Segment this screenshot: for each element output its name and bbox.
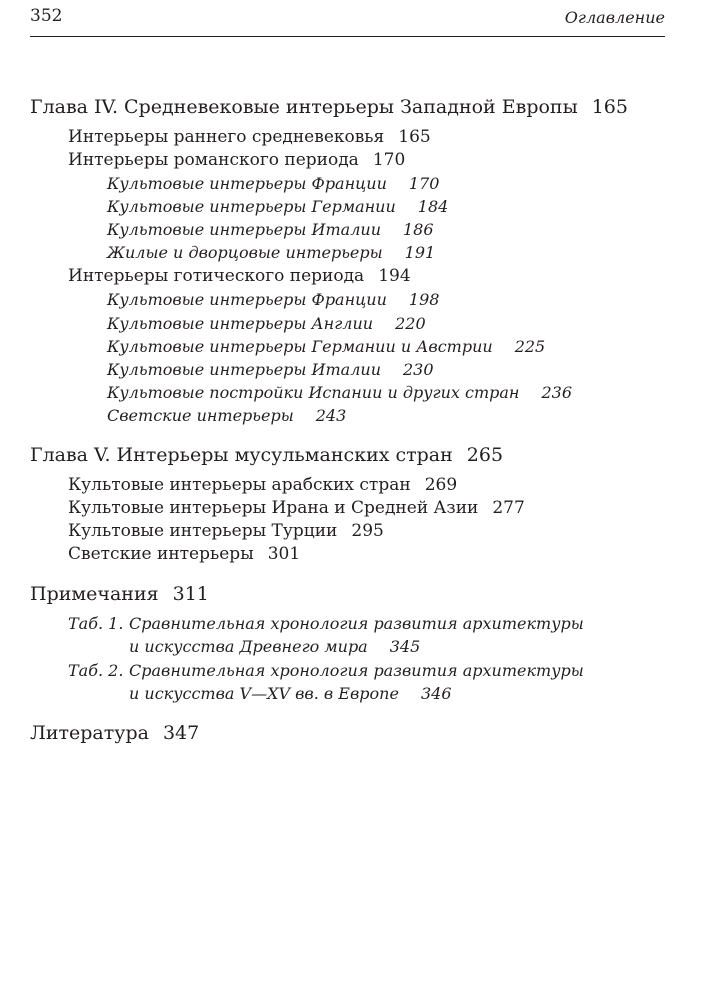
- toc-entry-page: 170: [372, 150, 406, 170]
- toc-subsection-goth-france[interactable]: [107, 292, 439, 308]
- running-head: Оглавление: [564, 8, 665, 27]
- toc-entry-title: Культовые интерьеры Ирана и Средней Азии: [68, 498, 479, 518]
- toc-chapter-4[interactable]: [30, 98, 628, 117]
- toc-table-label: Таб. 1.: [68, 614, 124, 633]
- toc-entry-title: Жилые и дворцовые интерьеры: [107, 243, 383, 262]
- toc-section-gothic[interactable]: [68, 268, 411, 285]
- toc-entry-page: 230: [403, 360, 434, 379]
- toc-entry-title: Примечания: [30, 583, 159, 605]
- toc-entry-page: 191: [404, 243, 436, 262]
- toc-entry-title: Культовые интерьеры Германии: [107, 197, 396, 216]
- toc-entry-page: 165: [398, 127, 431, 147]
- toc-entry-title: и искусства V—XV вв. в Европе: [129, 684, 399, 703]
- toc-subsection-rom-france[interactable]: [107, 176, 439, 192]
- toc-entry-title: Культовые постройки Испании и других стран: [107, 383, 520, 402]
- page-number: 352: [30, 6, 63, 26]
- header-rule: [30, 36, 665, 37]
- toc-entry-page: 243: [315, 406, 347, 425]
- toc-table-1-cont[interactable]: [129, 639, 420, 655]
- toc-entry-page: 301: [267, 544, 301, 564]
- toc-subsection-goth-secular[interactable]: [107, 408, 346, 424]
- toc-entry-title: Культовые интерьеры арабских стран: [68, 475, 411, 495]
- toc-entry-title: Сравнительная хронология развития архитектуры: [129, 614, 584, 633]
- toc-entry-title: Глава V. Интерьеры мусульманских стран: [30, 444, 453, 466]
- toc-entry-page: 277: [492, 498, 525, 518]
- toc-entry-title: Культовые интерьеры Англии: [107, 314, 374, 333]
- toc-entry-title: Интерьеры раннего средневековья: [68, 127, 385, 147]
- toc-literature[interactable]: [30, 724, 199, 743]
- toc-section-romanesque[interactable]: [68, 152, 405, 169]
- toc-entry-title: Литература: [30, 722, 149, 744]
- toc-entry-title: Светские интерьеры: [68, 544, 254, 564]
- toc-table-label: Таб. 2.: [68, 661, 124, 680]
- toc-table-2-cont[interactable]: [129, 686, 452, 702]
- toc-entry-title: Глава IV. Средневековые интерьеры Западной Европы: [30, 96, 578, 118]
- toc-subsection-rom-germany[interactable]: [107, 199, 448, 215]
- toc-entry-page: 265: [466, 444, 504, 466]
- toc-entry-page: 311: [172, 583, 209, 605]
- toc-entry-title: Культовые интерьеры Италии: [107, 220, 381, 239]
- toc-entry-page: 345: [389, 637, 421, 656]
- toc-subsection-rom-italy[interactable]: [107, 222, 434, 238]
- toc-entry-title: Культовые интерьеры Германии и Австрии: [107, 337, 493, 356]
- toc-entry-page: 347: [162, 722, 200, 744]
- toc-entry-page: 198: [408, 290, 440, 309]
- toc-section-secular[interactable]: [68, 546, 300, 563]
- toc-entry-page: 170: [408, 174, 440, 193]
- toc-chapter-5[interactable]: [30, 446, 503, 465]
- toc-subsection-goth-germany[interactable]: [107, 339, 545, 355]
- toc-entry-page: 186: [403, 220, 434, 239]
- toc-entry-page: 225: [514, 337, 546, 356]
- toc-section-turkey[interactable]: [68, 523, 384, 540]
- toc-entry-title: Культовые интерьеры Франции: [107, 290, 387, 309]
- toc-section-early-middle-ages[interactable]: [68, 129, 431, 146]
- toc-entry-title: Интерьеры готического периода: [68, 266, 365, 286]
- toc-entry-title: Культовые интерьеры Франции: [107, 174, 387, 193]
- toc-entry-page: 220: [395, 314, 426, 333]
- toc-entry-page: 165: [591, 96, 628, 118]
- toc-entry-page: 184: [417, 197, 449, 216]
- toc-table-1[interactable]: [68, 616, 584, 632]
- toc-subsection-rom-residential[interactable]: [107, 245, 435, 261]
- toc-subsection-goth-italy[interactable]: [107, 362, 434, 378]
- toc-entry-title: Культовые интерьеры Италии: [107, 360, 381, 379]
- toc-entry-title: Культовые интерьеры Турции: [68, 521, 338, 541]
- toc-table-2[interactable]: [68, 663, 584, 679]
- toc-entry-page: 346: [420, 684, 452, 703]
- toc-section-iran[interactable]: [68, 500, 525, 517]
- toc-subsection-goth-spain[interactable]: [107, 385, 572, 401]
- toc-entry-title: Светские интерьеры: [107, 406, 294, 425]
- toc-entry-page: 236: [541, 383, 573, 402]
- toc-entry-title: и искусства Древнего мира: [129, 637, 368, 656]
- toc-notes[interactable]: [30, 585, 209, 604]
- toc-entry-page: 269: [424, 475, 458, 495]
- toc-entry-title: Сравнительная хронология развития архитектуры: [129, 661, 584, 680]
- toc-subsection-goth-england[interactable]: [107, 316, 426, 332]
- toc-section-arab[interactable]: [68, 477, 457, 494]
- toc-entry-page: 295: [351, 521, 384, 541]
- toc-entry-page: 194: [378, 266, 411, 286]
- toc-entry-title: Интерьеры романского периода: [68, 150, 359, 170]
